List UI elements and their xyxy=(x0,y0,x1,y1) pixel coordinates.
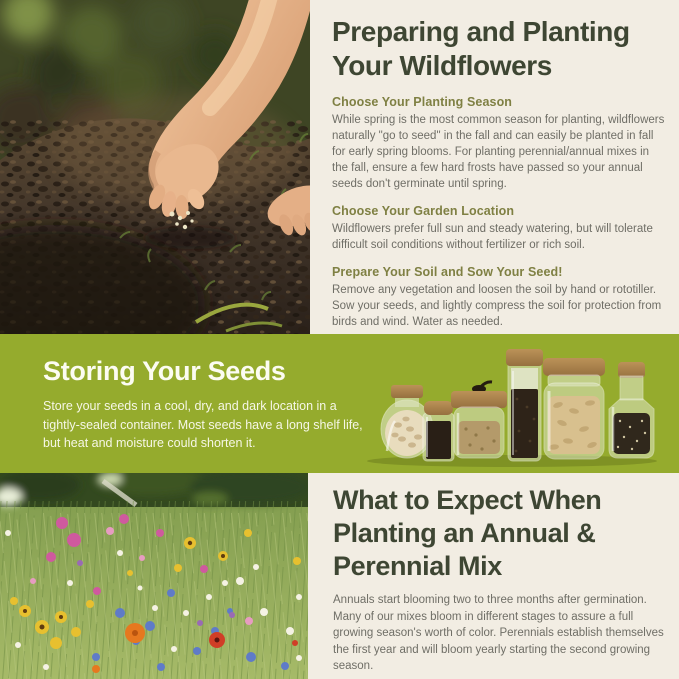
jar-pumpkin-seeds xyxy=(543,358,605,459)
photo-seed-storage-jars xyxy=(362,343,668,469)
storing-body: Store your seeds in a cool, dry, and dark location in a tightly-sealed container. Most seeds have a long shelf life, but heat and moisture could shorten it. xyxy=(43,399,363,450)
section-what-to-expect xyxy=(308,473,679,679)
body-prepare-soil: Remove any vegetation and loosen the soil by hand or rototiller. Sow your seeds, and lightly compress the soil for protection from birds and wind. Water as needed. xyxy=(332,284,662,328)
seed-jars-illustration xyxy=(362,343,668,469)
jar-tan-seeds xyxy=(451,382,507,458)
expect-title: What to Expect When Planting an Annual & Perennial Mix xyxy=(333,485,602,581)
expect-body: Annuals start blooming two to three months after germination. Many of our mixes bloom in different stages to assure a full growing season's worth of color. Perennials establish themselves the first year and will bloom yearly starting the second growing season. xyxy=(333,594,664,672)
section-storing-seeds xyxy=(0,334,679,473)
jar-sunflower-seeds xyxy=(609,362,654,458)
body-planting-season: While spring is the most common season for planting, wildflowers naturally "go to seed" in the fall and can easily be planted in fall for early spring blooms. For planting perennial/annual mixes in the fall, ensure a few hard frosts have passed so your annual seeds don't germinate until spring. xyxy=(332,114,665,190)
hand-sowing-illustration xyxy=(0,0,310,334)
wildflower-meadow-illustration xyxy=(0,473,308,679)
photo-hand-sowing-seeds xyxy=(0,0,310,334)
subheading-planting-season: Choose Your Planting Season xyxy=(332,95,513,109)
storing-text-block xyxy=(43,356,368,453)
section-preparing-planting xyxy=(310,0,679,334)
jar-tall-cylinder xyxy=(506,349,543,461)
preparing-title: Preparing and Planting Your Wildflowers xyxy=(332,16,630,81)
photo-wildflower-meadow xyxy=(0,473,308,679)
subheading-prepare-soil: Prepare Your Soil and Sow Your Seed! xyxy=(332,265,563,279)
body-garden-location: Wildflowers prefer full sun and steady watering, but will tolerate difficult soil conditions without fertilizer or rich soil. xyxy=(332,223,653,251)
jar-dark-seeds-small xyxy=(423,401,454,461)
storing-title: Storing Your Seeds xyxy=(43,356,286,386)
subheading-garden-location: Choose Your Garden Location xyxy=(332,204,515,218)
